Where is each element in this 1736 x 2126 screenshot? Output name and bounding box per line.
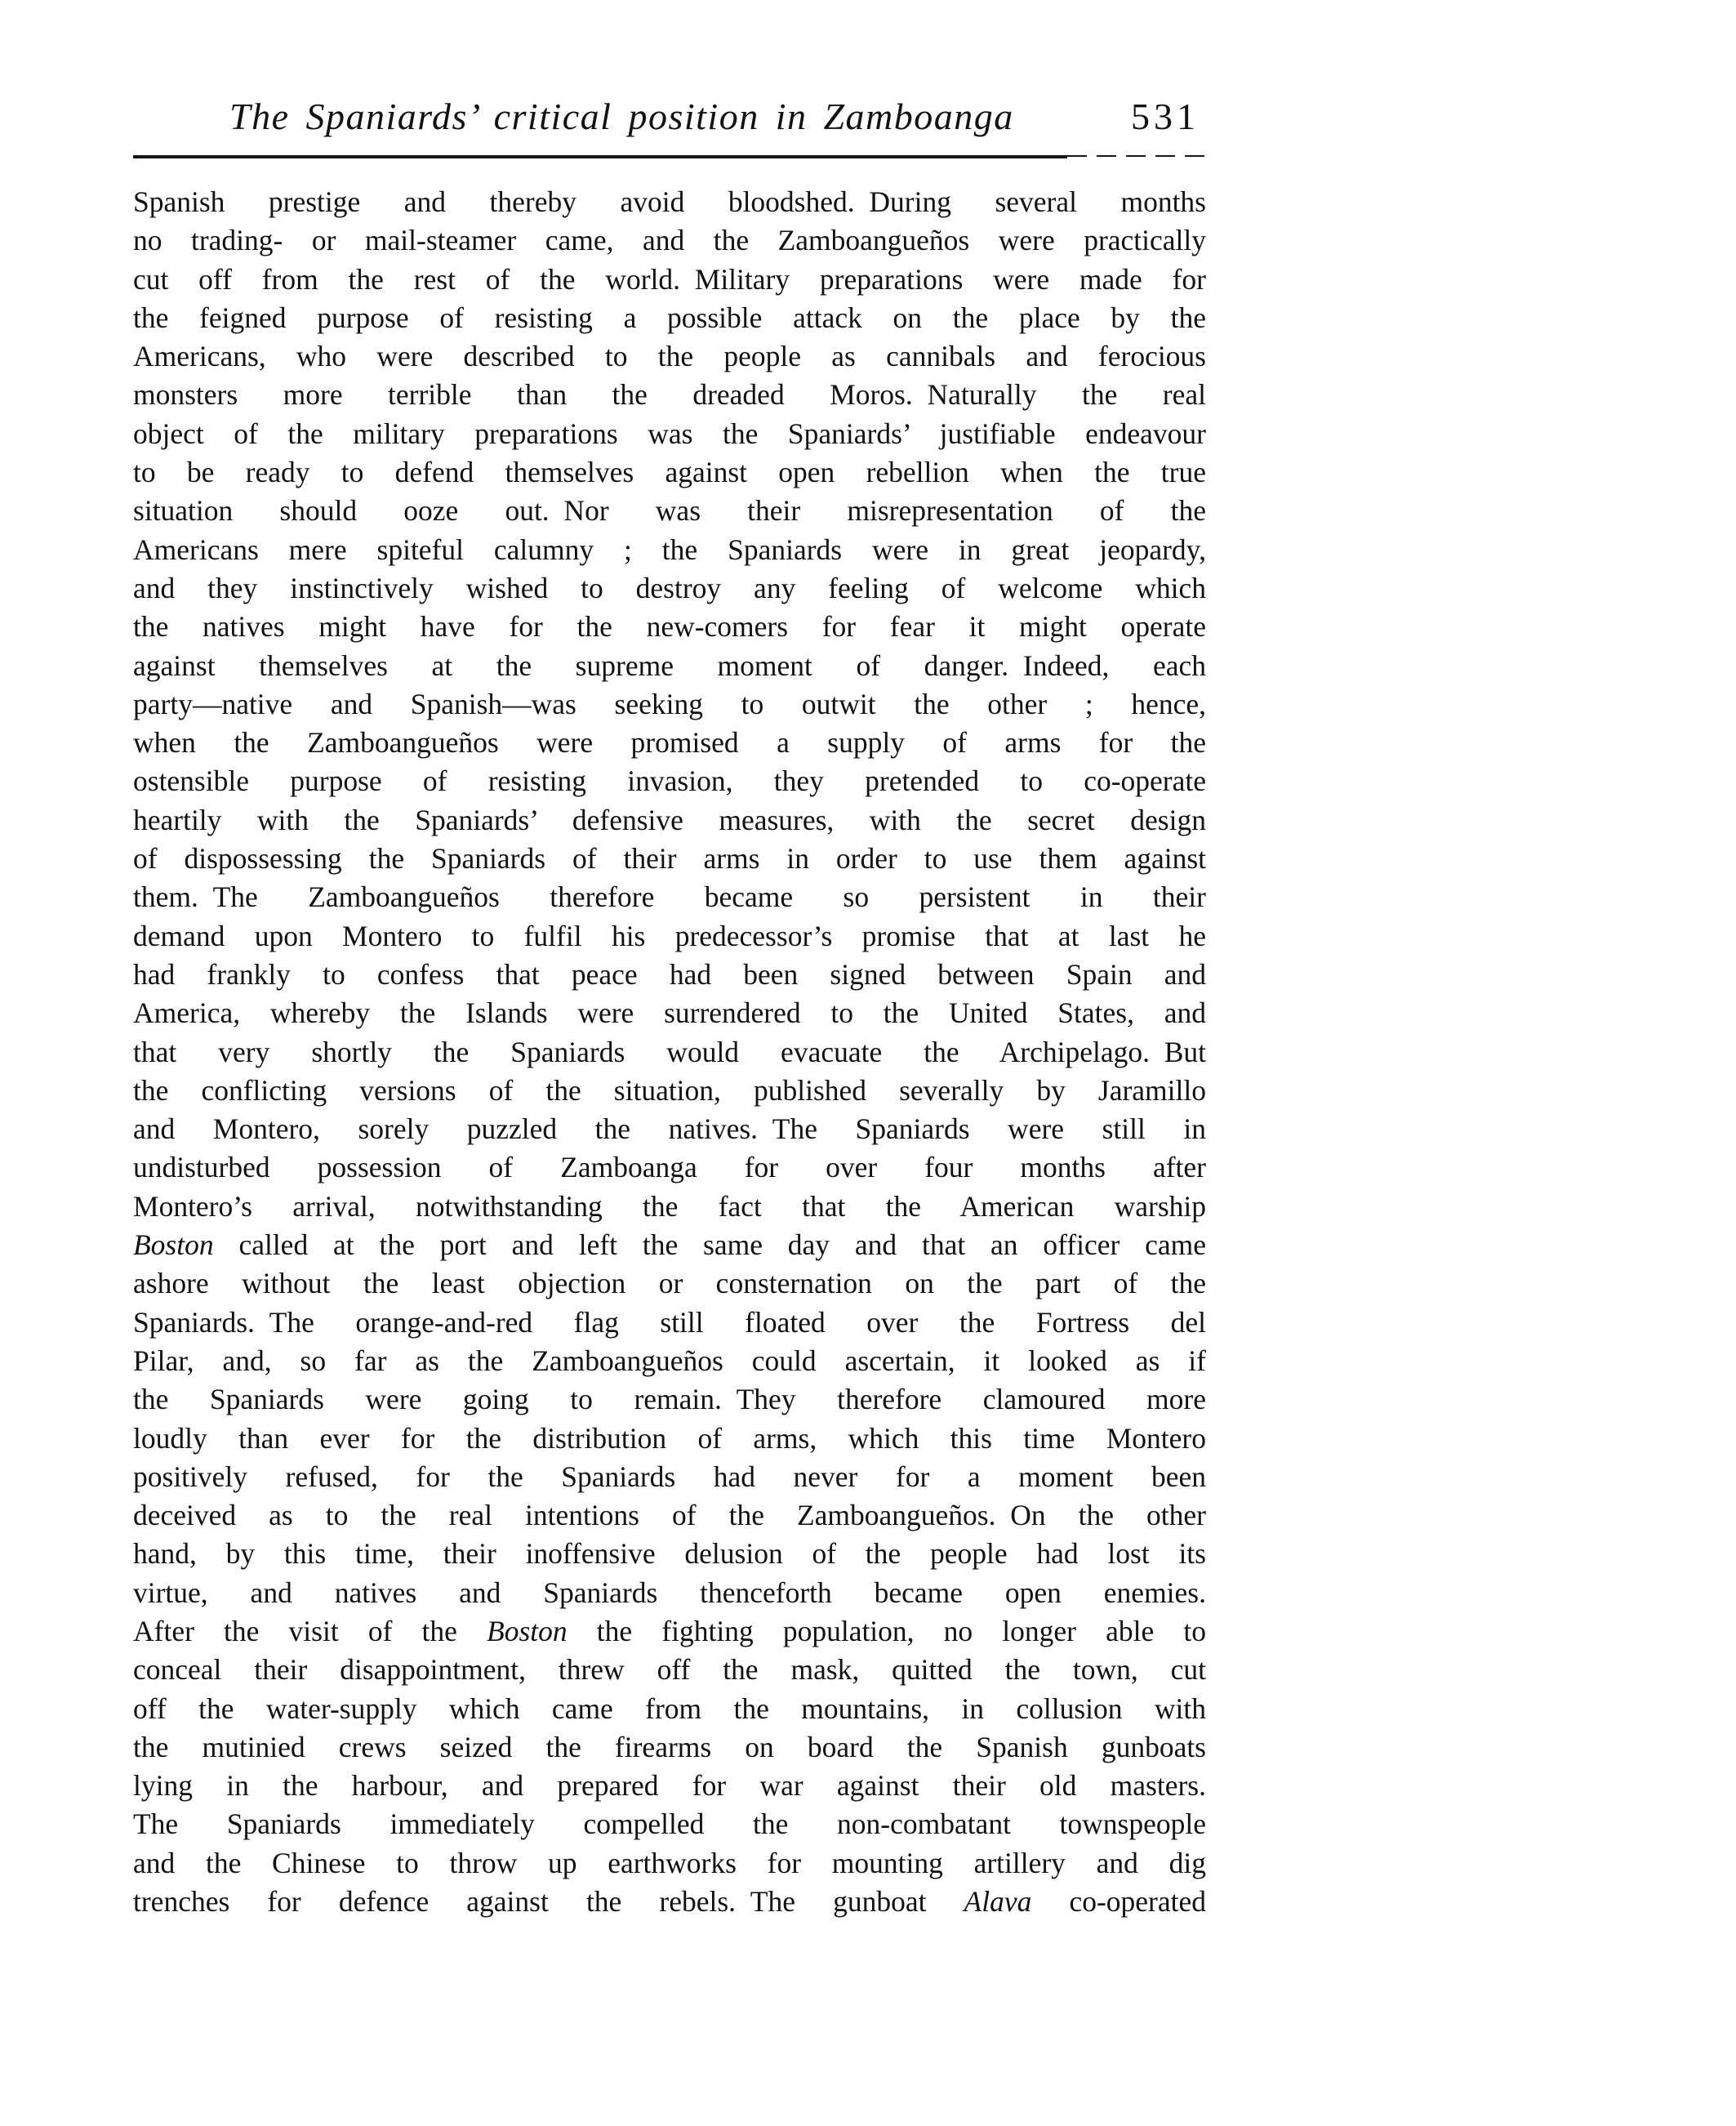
- text-line: [133, 531, 1206, 569]
- text-line: [133, 956, 1206, 994]
- italic-ship-name: Alava: [964, 1885, 1032, 1919]
- text-segment: Montero’s arrival, notwithstanding the fact that the American warship: [133, 1189, 1206, 1223]
- text-segment: Americans, who were described to the people as cannibals and ferocious: [133, 340, 1206, 373]
- text-segment: virtue, and natives and Spaniards thenceforth became open enemies.: [133, 1576, 1206, 1609]
- text-line: [133, 1226, 1206, 1264]
- text-segment: off the water-supply which came from the mountains, in collusion with: [133, 1691, 1206, 1725]
- text-line: [133, 878, 1206, 916]
- text-line: [133, 724, 1206, 762]
- text-line: [133, 1380, 1206, 1419]
- text-line: [133, 685, 1206, 724]
- text-line: [133, 1264, 1206, 1303]
- text-line: [133, 453, 1206, 492]
- text-segment: object of the military preparations was the Spaniards’ justifiable endeavour: [133, 417, 1206, 450]
- text-segment: no trading- or mail-steamer came, and the Zamboangueños were practically: [133, 224, 1206, 257]
- text-line: [133, 1574, 1206, 1612]
- text-segment: to be ready to defend themselves against open rebellion when the true: [133, 456, 1206, 489]
- italic-ship-name: Boston: [487, 1614, 568, 1647]
- italic-ship-name: Boston: [133, 1228, 214, 1262]
- text-segment: had frankly to confess that peace had been signed between Spain and: [133, 957, 1206, 991]
- text-segment: demand upon Montero to fulfil his predecessor’s promise that at last he: [133, 919, 1206, 952]
- text-line: [133, 840, 1206, 878]
- text-segment: called at the port and left the same day and that an officer came: [213, 1228, 1206, 1262]
- text-segment: when the Zamboangueños were promised a supply of arms for the: [133, 726, 1206, 760]
- text-segment: against themselves at the supreme moment of danger. Indeed, each: [133, 648, 1206, 682]
- page-number: 531: [1131, 96, 1200, 137]
- text-line: [133, 492, 1206, 530]
- running-header-title: The Spaniards’ critical position in Zamboanga: [229, 96, 1014, 137]
- text-line: [133, 1188, 1206, 1226]
- text-segment: America, whereby the Islands were surrendered to the United States, and: [133, 996, 1206, 1030]
- text-segment: ostensible purpose of resisting invasion, they pretended to co-operate: [133, 764, 1206, 798]
- text-block: [133, 0, 1206, 2126]
- text-segment: Spaniards. The orange-and-red flag still floated over the Fortress del: [133, 1305, 1206, 1339]
- body-text: [133, 183, 1206, 1921]
- text-segment: lying in the harbour, and prepared for war against their old masters.: [133, 1769, 1206, 1803]
- text-segment: conceal their disappointment, threw off the mask, quitted the town, cut: [133, 1653, 1206, 1687]
- text-segment: Americans mere spiteful calumny ; the Spaniards were in great jeopardy,: [133, 533, 1206, 566]
- text-line: [133, 1767, 1206, 1805]
- text-line: [133, 1844, 1206, 1883]
- text-line: [133, 337, 1206, 376]
- text-line: [133, 1033, 1206, 1072]
- text-line: [133, 1458, 1206, 1496]
- text-line: [133, 221, 1206, 260]
- text-line: [133, 647, 1206, 685]
- text-line: [133, 1420, 1206, 1458]
- text-segment: situation should ooze out. Nor was their misrepresentation of the: [133, 494, 1206, 528]
- text-line: [133, 1728, 1206, 1767]
- header-rule: [133, 155, 1206, 158]
- running-header: [133, 98, 1206, 136]
- text-segment: that very shortly the Spaniards would evacuate the Archipelago. But: [133, 1035, 1206, 1068]
- text-segment: Spanish prestige and thereby avoid bloodshed. During several months: [133, 185, 1206, 218]
- text-segment: and Montero, sorely puzzled the natives. The Spaniards were still in: [133, 1112, 1206, 1146]
- text-line: [133, 1883, 1206, 1921]
- text-line: [133, 762, 1206, 800]
- text-segment: them. The Zamboangueños therefore became so persistent in their: [133, 880, 1206, 914]
- text-line: [133, 994, 1206, 1032]
- text-segment: hand, by this time, their inoffensive delusion of the people had lost its: [133, 1537, 1206, 1571]
- text-line: [133, 1496, 1206, 1535]
- text-segment: After the visit of the: [133, 1614, 487, 1647]
- text-line: [133, 608, 1206, 646]
- text-segment: cut off from the rest of the world. Military preparations were made for: [133, 262, 1206, 296]
- text-line: [133, 1110, 1206, 1148]
- text-segment: trenches for defence against the rebels. The gunboat: [133, 1885, 964, 1919]
- text-line: [133, 801, 1206, 840]
- text-line: [133, 299, 1206, 337]
- text-segment: the mutinied crews seized the firearms on board the Spanish gunboats: [133, 1730, 1206, 1763]
- text-segment: party—native and Spanish—was seeking to outwit the other ; hence,: [133, 687, 1206, 720]
- text-line: [133, 415, 1206, 453]
- text-segment: the fighting population, no longer able to: [567, 1614, 1206, 1647]
- text-line: [133, 1612, 1206, 1651]
- text-line: [133, 261, 1206, 299]
- text-line: [133, 1535, 1206, 1573]
- text-segment: co-operated: [1031, 1885, 1206, 1919]
- text-segment: the feigned purpose of resisting a possible attack on the place by the: [133, 301, 1206, 334]
- text-line: [133, 569, 1206, 608]
- text-segment: heartily with the Spaniards’ defensive measures, with the secret design: [133, 803, 1206, 836]
- text-line: [133, 1304, 1206, 1342]
- text-segment: positively refused, for the Spaniards had never for a moment been: [133, 1460, 1206, 1493]
- text-segment: undisturbed possession of Zamboanga for over four months after: [133, 1151, 1206, 1184]
- text-line: [133, 1690, 1206, 1728]
- text-segment: the conflicting versions of the situation, published severally by Jaramillo: [133, 1073, 1206, 1107]
- text-segment: monsters more terrible than the dreaded Moros. Naturally the real: [133, 378, 1206, 412]
- text-line: [133, 1342, 1206, 1380]
- text-segment: Pilar, and, so far as the Zamboangueños could ascertain, it looked as if: [133, 1344, 1206, 1377]
- text-segment: of dispossessing the Spaniards of their arms in order to use them against: [133, 842, 1206, 876]
- text-segment: the Spaniards were going to remain. They therefore clamoured more: [133, 1383, 1206, 1416]
- text-line: [133, 1805, 1206, 1843]
- text-segment: The Spaniards immediately compelled the non-combatant townspeople: [133, 1807, 1206, 1841]
- text-line: [133, 1072, 1206, 1110]
- text-line: [133, 376, 1206, 414]
- text-line: [133, 1148, 1206, 1187]
- text-segment: ashore without the least objection or consternation on the part of the: [133, 1267, 1206, 1300]
- text-line: [133, 183, 1206, 221]
- text-line: [133, 1651, 1206, 1689]
- text-segment: deceived as to the real intentions of the Zamboangueños. On the other: [133, 1499, 1206, 1532]
- text-segment: and the Chinese to throw up earthworks for mounting artillery and dig: [133, 1846, 1206, 1879]
- text-line: [133, 917, 1206, 956]
- text-segment: and they instinctively wished to destroy any feeling of welcome which: [133, 571, 1206, 604]
- text-segment: the natives might have for the new-comers for fear it might operate: [133, 610, 1206, 644]
- text-segment: loudly than ever for the distribution of arms, which this time Montero: [133, 1421, 1206, 1455]
